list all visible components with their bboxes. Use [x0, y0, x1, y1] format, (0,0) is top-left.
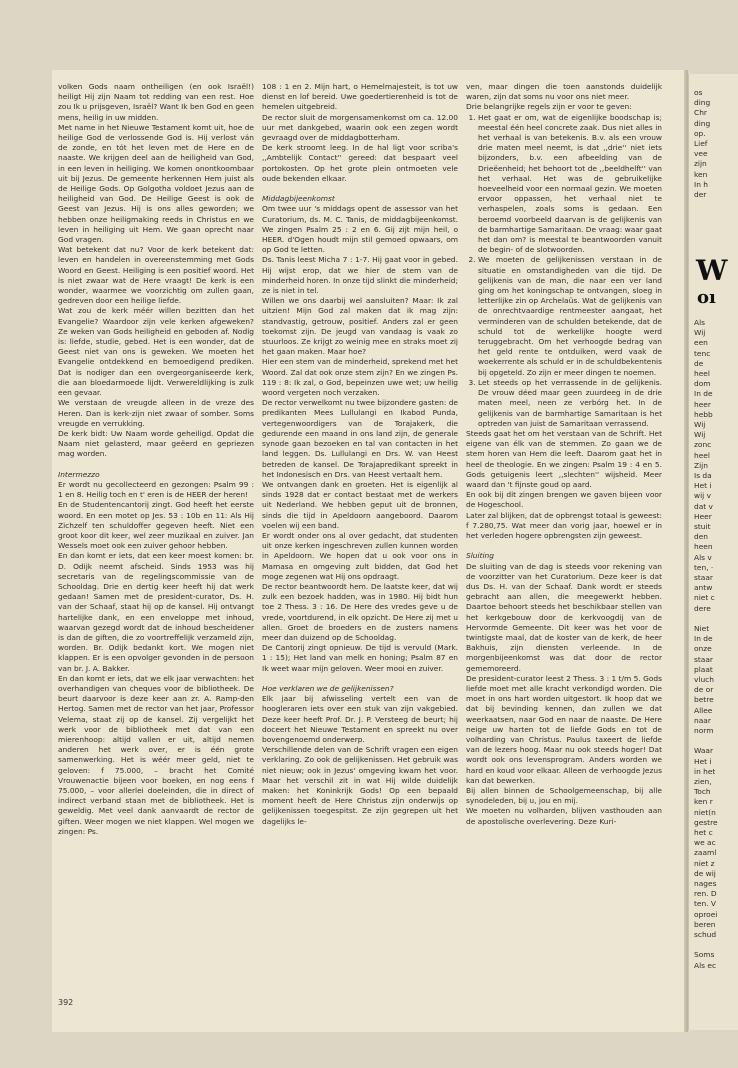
- paragraph-spacer: [262, 674, 458, 684]
- fragment-line: niet c: [694, 593, 715, 603]
- fragment-line: oproei: [694, 909, 718, 919]
- fragment-line: de or: [694, 685, 714, 695]
- text-column-2: [262, 82, 458, 827]
- fragment-line: norm: [694, 726, 714, 735]
- fragment-line: plaat: [694, 664, 713, 674]
- fragment-line: Het i: [694, 481, 712, 491]
- paragraph: We ontvangen dank en groeten. Het is eigenlijk al sinds 1928 dat er contact bestaat met de werkers uit Nederland. We hebben geput uit de bronnen, sinds die tijd in Apeldoorn aangeboord. Daarom voelen wij een band.: [262, 479, 458, 530]
- paragraph: Later zal blijken, dat de opbrengst totaal is geweest: f 7.280,75. Wat meer dan vorig jaar, hoewel er in het verleden hogere opbrengsten zijn geweest.: [466, 510, 662, 540]
- fragment-line: staar: [694, 654, 713, 664]
- fragment-line: Wij: [694, 420, 706, 429]
- text-column-3: [466, 82, 662, 827]
- paragraph: volken Gods naam ontheiligen (en ook Israël!) heiligt Hij zijn Naam tot redding van een rest. Hoe zou Ik u prijsgeven, Israël? Want Ik ben God en geen mens, heilig in uw midden.: [58, 82, 254, 122]
- paragraph: De rector beantwoordt hem. De laatste keer, dat wij zulk een bezoek hadden, was in 1980. Hij bidt hun toe 2 Thess. 3 : 16. De Here des vredes geve u de vrede, voortdurend, in elk opzicht. De Here zij met u allen. Groet de broeders en de zusters namens meer dan duizend op de Schooldag.: [262, 581, 458, 642]
- text-column-1: [58, 82, 254, 837]
- fragment-line: betre: [694, 695, 714, 705]
- fragment-line: op.: [694, 128, 706, 138]
- fragment-line: ding: [694, 98, 711, 108]
- paragraph: Er wordt nu gecollecteerd en gezongen: Psalm 99 : 1 en 8. Heilig toch en t' eren is de HEER der heren!: [58, 479, 254, 500]
- section-heading: Hoe verklaren we de gelijkenissen?: [262, 683, 394, 693]
- fragment-line: Soms: [694, 950, 715, 960]
- fragment-line: wij v: [694, 491, 711, 501]
- paragraph: Wat zou de kerk méér willen bezitten dan het Evangelie? Waardoor zijn vele kerken afgeweken? Ze weken van Gods heiligheid en geboden af. Nodig is: liefde, studie, gebed. Het is een wonder, dat de Geest niet van ons is geweken. We moeten het Evangelie ontdekkend en bemoedigend prediken. Dat is nodiger dan een overgeorganiseerde kerk, die aan bloedarmoede lijdt. Verwereldlijking is zulk een gevaar.: [58, 306, 254, 398]
- fragment-line: antw: [694, 583, 713, 593]
- fragment-line: In de: [694, 634, 713, 644]
- paragraph: Verschillende delen van de Schrift vragen een eigen verklaring. Zo ook de gelijkenissen. Het gebruik was niet nieuw; ook in Jezus' omgeving kwam het voor. Maar het verschil zit in wat Hij wilde duidelijk maken: het Koninkrijk Gods! Op een bepaald moment heeft de Here Christus zijn onderwijs op gelijkenissen toegespitst. Ze zijn gegrepen uit het dagelijks le-: [262, 745, 458, 826]
- section-heading: Sluiting: [466, 551, 494, 561]
- fragment-line: In de: [694, 389, 713, 399]
- fragment-line: os: [694, 88, 703, 97]
- fragment-line: Heer: [694, 511, 712, 521]
- paragraph: We moeten nu volharden, blijven vasthouden aan de apostolische overlevering. Deze Kuri-: [466, 806, 662, 826]
- fragment-line: zijn: [694, 159, 707, 169]
- fragment-line: in het: [694, 766, 716, 776]
- paragraph: En de Studentencantorij zingt. God heeft het eerste woord. En een motet op Jes. 53 : 10b en 11: Als Hij Zichzelf ten schuldoffer gegeven heeft. Niet een groot koor dit keer, wel zeer muzikaal en zuiver. Jan Wessels moet ook een zuiver gehoor hebben.: [58, 500, 254, 551]
- paragraph: De rector verwelkomt nu twee bijzondere gasten: de predikanten Mees Lullulangi en Ikabod Punda, vertegenwoordigers van de Torajakerk, die gedurende een maand in ons land zijn, de generale synode gaan bezoeken en tal van contacten in het land leggen. Ds. Lullulangi en Drs. W. van Heest betreden de kansel. De Torajapredikant spreekt in het Indonesisch en Drs. van Heest vertaalt hem.: [262, 398, 458, 479]
- fragment-line: tenc: [694, 348, 711, 358]
- fragment-line: een: [694, 338, 708, 348]
- next-page-heading-o: oı: [697, 287, 716, 308]
- fragment-line: staar: [694, 573, 713, 582]
- fragment-line: Het i: [694, 756, 712, 766]
- fragment-line: Als v: [694, 552, 712, 562]
- fragment-line: zonc: [694, 440, 712, 450]
- paragraph: Hier een stem van de minderheid, sprekend met het Woord. Zal dat ook onze stem zijn? En we zingen Ps. 119 : 8: Ik zal, o God, bepeinzen uwe wet; uw heilig woord vergeten noch verzaken.: [262, 357, 458, 398]
- fragment-line: der: [694, 190, 707, 199]
- fragment-line: schud: [694, 930, 717, 939]
- paragraph: Met name in het Nieuwe Testament komt uit, hoe de heilige God de verlossende God is. Hij verlost ván de zonde, en tót het leven met de Here en de naaste. We krijgen deel aan de heiligheid van God, in een leven in heiliging. We komen onontkoombaar uit bij Jezus. De gemeente herkennen Hem juist als de Heilige Gods. Op Golgotha voldoet Jezus aan de heiligheid van God. De Heilige Geest is ook de Geest van Jezus. Hij is ons alles geworden; we hebben onze heiligmaking reeds in Christus en we leven in heiliging uit Hem. We gaan oprecht naar God vragen.: [58, 122, 254, 245]
- fragment-line: Niet: [694, 624, 710, 633]
- fragment-line: de wij: [694, 868, 716, 878]
- paragraph-spacer: [466, 541, 662, 551]
- fragment-line: heel: [694, 369, 710, 378]
- fragment-line: stuit: [694, 522, 711, 531]
- fragment-line: gestre: [694, 817, 718, 827]
- fragment-line: Wij: [694, 430, 706, 440]
- fragment-line: vee: [694, 149, 708, 159]
- fragment-line: ten, ·: [694, 562, 714, 572]
- fragment-line: niet(n: [694, 807, 716, 817]
- fragment-line: nages: [694, 879, 717, 888]
- fragment-line: ken: [694, 169, 708, 179]
- page-number: 392: [58, 998, 74, 1007]
- list-item: 1. Het gaat er om, wat de eigenlijke boodschap is; meestal één heel concrete zaak. Dus niet alles in het verhaal is van betekenis. B.v. als een vrouw drie maten meel neemt, is dat ,,drie'' niet iets bijzonders, b.v. een afbeelding van de Drieëenheid; het behoort tot de ,,beeldhelft'' van het verhaal. Het was de gebruikelijke hoeveelheid voor een normaal gezin. We moeten ervoor oppassen, het verhaal niet te verhaspelen, zoals soms is gedaan. Een beroemd voorbeeld daarvan is de gelijkenis van de barmhartige Samaritaan. De vraag: waar gaat het dan om? is meestal te beantwoorden vanuit de begin- of de slotwoorden.: [478, 113, 662, 256]
- fragment-line: Lief: [694, 139, 708, 148]
- list-item: 2. We moeten de gelijkenissen verstaan in de situatie en omstandigheden van die tijd. De gelijkenis van de man, die naar een ver land ging om het koningschap te ontvangen, sloeg in letterlijke zin op Archelaüs. Wat de gelijkenis van de onrechtvaardige rentmeester aangaat, het verminderen van de schulden betekende, dat de schuld tot de werkelijke hoogte werd teruggebracht. Om het verhoogde bedrag van het geld rente te ontduiken, werd vaak de woekerrente als schuld er in de schuldbekentenis bij opgeteld. Zo zijn er meer dingen te noemen.: [478, 255, 662, 377]
- fragment-line: Wij: [694, 328, 706, 338]
- list-item: 3. Let steeds op het verrassende in de gelijkenis. De vrouw déed maar geen zuurdeeg in de drie maten meel, neen ze verbórg het. In de gelijkenis van de barmhartige Samaritaan is het optreden van juist de Samaritaan verrassend.: [478, 378, 662, 429]
- fragment-line: niet z: [694, 858, 715, 868]
- fragment-line: de: [694, 358, 704, 368]
- next-page-heading-w: W: [696, 254, 728, 287]
- paragraph: Wat betekent dat nu? Voor de kerk betekent dat: leven en handelen in overeenstemming met Gods Woord en Geest. Heiliging is een positief woord. Het is niet zwaar wat de Here vraagt! De kerk is een wonder, waarmee we voorzichtig om zullen gaan, gedreven door een heilige liefde.: [58, 245, 254, 306]
- paragraph-spacer: [58, 460, 254, 470]
- fragment-line: heen: [694, 542, 713, 552]
- paragraph: De Cantorij zingt opnieuw. De tijd is vervuld (Mark. 1 : 15); Het land van melk en honing; Psalm 87 en Ik weet waar mijn geloven. Weer mooi en zuiver.: [262, 643, 458, 673]
- paragraph: Willen we ons daarbij wel aansluiten? Maar: Ik zal uitzien! Mijn God zal maken dat ik mag zijn: standvastig, getrouw, positief. Anders zal er geen toekomst zijn. De jeugd van vandaag is vaak zo stuurloos. Ze krijgt zo weinig mee en straks moet zij het gaan maken. Maar hoe?: [262, 296, 458, 357]
- paragraph: Er wordt onder ons al over gedacht, dat studenten uit onze kerken ingeschreven zullen kunnen worden in Apeldoorn. We hopen dat u ook voor ons in Mamasa en omgeving zult bidden, dat God het moge zegenen wat Hij ons opdraagt.: [262, 530, 458, 581]
- fragment-line: ten. V: [694, 899, 717, 909]
- fragment-line: Allee: [694, 705, 713, 715]
- paragraph: De sluiting van de dag is steeds voor rekening van de voorzitter van het Curatorium. Deze keer is dat dus Ds. H. van der Schaaf. Dank wordt er steeds gebracht aan allen, die meegewerkt hebben. Daartoe behoort steeds het beschikbaar stellen van het kerkgebouw door de kerkvoogdij van de Hervormde Gemeente. Dit keer was het voor de twintigste maal, dat de koster van de kerk, de heer Bakhuis, zijn diensten verleende. In de morgenbijeenkomst was dat door de rector gememoreerd.: [466, 561, 662, 673]
- fragment-line: ken r: [694, 797, 713, 807]
- fragment-line: den: [694, 532, 709, 542]
- fragment-line: Als: [694, 318, 706, 327]
- paragraph: De kerk bidt: Uw Naam worde geheiligd. Opdat die Naam niet gelasterd, maar geëerd en gepriezen mag worden.: [58, 428, 254, 459]
- fragment-line: hebb: [694, 409, 713, 419]
- fragment-line: beren: [694, 919, 716, 929]
- paragraph: En ook bij dit zingen brengen we gaven bijeen voor de Hogeschool.: [466, 490, 662, 510]
- paragraph: ven, maar dingen die toen aanstonds duidelijk waren, zijn dat soms nu voor ons niet meer.: [466, 82, 662, 102]
- fragment-line: zien,: [694, 777, 712, 786]
- paragraph: De rector sluit de morgensamenkomst om ca. 12.00 uur met dankgebed, waarin ook een zegen wordt gevraagd over de middagbotterham.: [262, 112, 458, 143]
- section-heading: Middagbijeenkomst: [262, 194, 335, 204]
- fragment-line: Toch: [694, 787, 711, 797]
- fragment-line: Chr: [694, 108, 707, 118]
- fragment-line: dat v: [694, 501, 713, 511]
- fragment-line: heel: [694, 450, 710, 460]
- numbered-list: [466, 113, 662, 429]
- paragraph: Om twee uur 's middags opent de assessor van het Curatorium, ds. M. C. Tanis, de middagbijeenkomst. We zingen Psalm 25 : 2 en 6. Gij zijt mijn heil, o HEER. d'Ogen houdt mijn stil gemoed opwaars, om op God te letten.: [262, 204, 458, 255]
- fragment-line: ren. D: [694, 889, 717, 899]
- paragraph: Elk jaar bij afwisseling vertelt een van de hoogleraren iets over een stuk van zijn vakgebied. Deze keer heeft Prof. Dr. J. P. Versteeg de beurt; hij doceert het Nieuwe Testament en spreekt nu over bovengenoemd onderwerp.: [262, 694, 458, 744]
- fragment-line: Als ec: [694, 960, 717, 970]
- fragment-line: heer: [694, 399, 711, 409]
- fragment-line: Zijn: [694, 460, 708, 470]
- paragraph: En dan komt er iets, dat we elk jaar verwachten: het overhandigen van cheques voor de bibliotheek. De beurt daarvoor is deze keer aan zr. A. Ramp-den Hertog. Samen met de rector van het jaar, Professor Velema, staat zij op de kansel. Zij vergelijkt het werk voor de bibliotheek met dat van een mierenhoop: altijd vallen er uit, altijd nemen anderen het werk over, er is één grote samenwerking. Het is wéér meer geld, niet te geloven: f 75.000, – bracht het Comité Vrouwenactie bijeen voor boeken, en nog eens f 75.000, – voor allerlei doeleinden, die in direct of indirect verband staan met de bibliotheek. Het is geweldig. Met veel dank aanvaardt de rector de giften. Weer mogen we niet klappen. Wel mogen we zingen: Ps.: [58, 673, 254, 836]
- paragraph: De president-curator leest 2 Thess. 3 : 1 t/m 5. Gods liefde moet met alle kracht verkondigd worden. Die moet in ons hart worden uitgestort. Ik hoop dat we dat bij bevinding kennen, dan zullen we dat weerkaatsen, naar God en naar de naaste. De Here neige uw harten tot de liefde Gods en tot de volharding van Christus. Paulus taxeert de liefde van de lezers hoog. Maar nu ook steeds hoger! Dat wordt ook ons levensprogram. Anders worden we hard en koud voor elkaar. Alleen de verhoogde Jezus kan dat bewerken.: [466, 673, 662, 785]
- paragraph: Steeds gaat het om het verstaan van de Schrift. Het eigene van élk van de stemmen. Zo gaan we de stem horen van Hem die leeft. Daarom gaat het in heel de theologie. En we zingen: Psalm 19 : 4 en 5. Gods getuigenis leert ,,slechten'' wijsheid. Meer waard dan 't fijnste goud op aard.: [466, 428, 662, 489]
- fragment-line: zaaml: [694, 848, 717, 858]
- paragraph: Bij allen binnen de Schoolgemeenschap, bij alle synodeleden, bij u, jou en mij.: [466, 786, 662, 806]
- fragment-line: Is da: [694, 471, 712, 480]
- paragraph-spacer: [262, 184, 458, 194]
- fragment-line: naar: [694, 715, 711, 725]
- paragraph: Ds. Tanis leest Micha 7 : 1-7. Hij gaat voor in gebed. Hij wijst erop, dat we hier de stem van de minderheid horen. In onze tijd slinkt die minderheid; ze is niet in tel.: [262, 255, 458, 296]
- fragment-line: vluch: [694, 675, 714, 684]
- section-heading: Intermezzo: [58, 469, 100, 479]
- paragraph: Drie belangrijke regels zijn er voor te geven:: [466, 102, 632, 112]
- fragment-line: we ac: [694, 838, 716, 848]
- fragment-line: onze: [694, 644, 712, 654]
- paragraph: We verstaan de vreugde alleen in de vreze des Heren. Dan is kerk-zijn niet zwaar of somber. Soms vreugde en verrukking.: [58, 398, 254, 428]
- fragment-line: dom: [694, 379, 711, 389]
- paragraph: De kerk stroomt leeg. In de hal ligt voor scriba's ,,Ambtelijk Contact'' gereed: dat bespaart veel portokosten. Op het grote plein ontmoeten vele oude bekenden elkaar.: [262, 143, 458, 183]
- paragraph: 108 : 1 en 2. Mijn hart, o Hemelmajesteit, is tot uw dienst en lof bereid. Uwe goedertierenheid is tot de hemelen uitgebreid.: [262, 82, 458, 112]
- fragment-line: het c: [694, 828, 713, 837]
- paragraph: En dan komt er iets, dat een keer moest komen: br. D. Odijk neemt afscheid. Sinds 1953 was hij secretaris van de regelingscommissie van de Schooldag. Drie en dertig keer heeft hij dat werk gedaan! Samen met de president-curator, Ds. H. van der Schaaf, staat hij op de kansel. Hij ontvangt hartelijke dank, en een enveloppe met inhoud, waarvan gezegd wordt dat de inhoud bescheidener is dan de giften, die zo voortreffelijk verzameld zijn, worden. Br. Odijk bedankt kort. We mogen niet klappen. Er is een opvolger gevonden in de persoon van br. J. A. Bakker.: [58, 551, 254, 673]
- fragment-line: In h: [694, 179, 708, 189]
- fragment-line: ding: [694, 118, 711, 128]
- fragment-line: dere: [694, 603, 711, 613]
- fragment-line: Waar: [694, 746, 714, 756]
